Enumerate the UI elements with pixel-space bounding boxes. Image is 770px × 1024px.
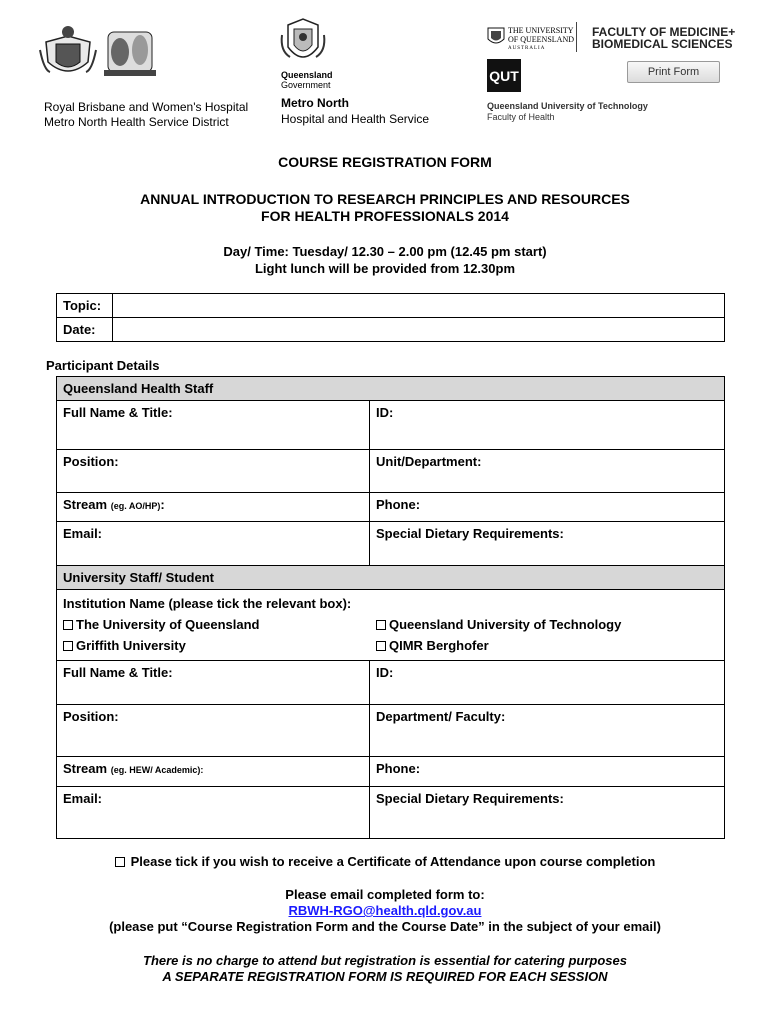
qh-unit-field[interactable] [370,450,725,493]
uni-full-name-field[interactable] [57,661,370,705]
qut-name: Queensland University of Technology [487,101,648,111]
uni-position-label: Position: [63,709,119,724]
day-time-info: Day/ Time: Tuesday/ 12.30 – 2.00 pm (12.45 pm start) [223,244,547,259]
qh-stream-colon: : [160,497,165,512]
qh-staff-heading: Queensland Health Staff [57,377,725,401]
qld-gov-sub: Government [281,80,331,90]
qh-position-label: Position: [63,454,119,469]
topic-field[interactable] [113,294,725,318]
uni-id-label: ID: [376,665,394,680]
option-qimr[interactable] [376,635,489,656]
institution-cell [57,590,725,661]
uni-dietary-label: Special Dietary Requirements: [376,791,564,806]
qh-full-name-label: Full Name & Title: [63,405,173,420]
qh-stream-label: Stream [63,497,108,512]
topic-label: Topic: [57,294,113,318]
uni-stream-label: Stream [63,761,108,776]
form-title: COURSE REGISTRATION FORM [278,154,492,170]
uni-phone-label: Phone: [376,761,421,776]
option-uq-label: The University of Queensland [76,617,260,632]
rbwh-crest-logo [38,22,160,82]
lunch-info: Light lunch will be provided from 12.30pm [254,261,516,276]
participant-table [56,376,725,839]
metro-north-name: Metro North [281,96,349,110]
qh-stream-field[interactable] [57,493,370,522]
option-qut[interactable] [376,614,621,635]
qh-phone-label: Phone: [376,497,421,512]
institution-prompt: Institution Name (please tick the relevant box): [63,596,352,611]
uni-staff-heading: University Staff/ Student [57,566,725,590]
qh-email-label: Email: [63,526,103,541]
uni-department-label: Department/ Faculty: [376,709,506,724]
qh-id-field[interactable] [370,401,725,450]
option-qut-label: Queensland University of Technology [389,617,622,632]
checkbox-icon[interactable] [376,641,386,651]
option-griffith-label: Griffith University [76,638,186,653]
option-qimr-label: QIMR Berghofer [389,638,489,653]
uni-position-field[interactable] [57,705,370,757]
qld-gov-name: Queensland [281,70,333,80]
uq-name-2: OF QUEENSLAND [508,35,574,44]
queensland-government-crest [278,17,328,69]
certificate-checkbox[interactable] [115,857,125,867]
uni-email-label: Email: [63,791,103,806]
uq-name-3: AUSTRALIA [508,46,546,51]
checkbox-icon[interactable] [376,620,386,630]
uq-name-1: THE UNIVERSITY [508,26,574,35]
checkbox-icon[interactable] [63,620,73,630]
qh-unit-label: Unit/Department: [376,454,482,469]
email-prompt: Please email completed form to: [285,887,485,902]
qh-stream-hint: (eg. AO/HP) [110,501,161,511]
qh-email-field[interactable] [57,522,370,566]
participant-details-heading: Participant Details [46,358,160,373]
option-griffith[interactable] [63,635,376,656]
qut-logo [487,59,521,92]
qut-faculty: Faculty of Health [487,112,555,122]
qh-full-name-field[interactable] [57,401,370,450]
print-form-button[interactable]: Print Form [627,61,720,83]
uq-crest-icon [487,27,505,47]
uni-id-field[interactable] [370,661,725,705]
email-link[interactable]: RBWH-RGO@health.qld.gov.au [288,903,482,918]
logo-divider [576,22,577,52]
qh-id-label: ID: [376,405,394,420]
course-title-line-1: ANNUAL INTRODUCTION TO RESEARCH PRINCIPLES AND RESOURCES [140,191,630,207]
option-uq[interactable] [63,614,376,635]
certificate-text: Please tick if you wish to receive a Certificate of Attendance upon course completion [130,854,656,869]
separate-form-note: A SEPARATE REGISTRATION FORM IS REQUIRED FOR EACH SESSION [162,969,608,984]
date-label: Date: [57,318,113,342]
qh-dietary-field[interactable] [370,522,725,566]
uni-dietary-field[interactable] [370,787,725,839]
email-subject-note: (please put “Course Registration Form and the Course Date” in the subject of your email) [109,919,661,934]
uni-stream-hint: (eg. HEW/ Academic): [110,765,204,775]
qh-position-field[interactable] [57,450,370,493]
uni-email-field[interactable] [57,787,370,839]
qh-dietary-label: Special Dietary Requirements: [376,526,564,541]
date-field[interactable] [113,318,725,342]
rbwh-name: Royal Brisbane and Women's Hospital [44,100,249,114]
faculty-name-2: BIOMEDICAL SCIENCES [592,37,733,51]
uni-department-field[interactable] [370,705,725,757]
metro-north-sub: Hospital and Health Service [281,112,430,126]
checkbox-icon[interactable] [63,641,73,651]
faculty-name-1: FACULTY OF MEDICINE+ [592,25,736,39]
uni-full-name-label: Full Name & Title: [63,665,173,680]
district-name: Metro North Health Service District [44,115,229,129]
topic-date-table [56,293,725,342]
uni-phone-field[interactable] [370,757,725,787]
course-title-line-2: FOR HEALTH PROFESSIONALS 2014 [261,208,509,224]
uni-stream-field[interactable] [57,757,370,787]
qut-logo-text: QUT [489,67,519,84]
qh-phone-field[interactable] [370,493,725,522]
no-charge-note: There is no charge to attend but registration is essential for catering purposes [143,953,627,968]
